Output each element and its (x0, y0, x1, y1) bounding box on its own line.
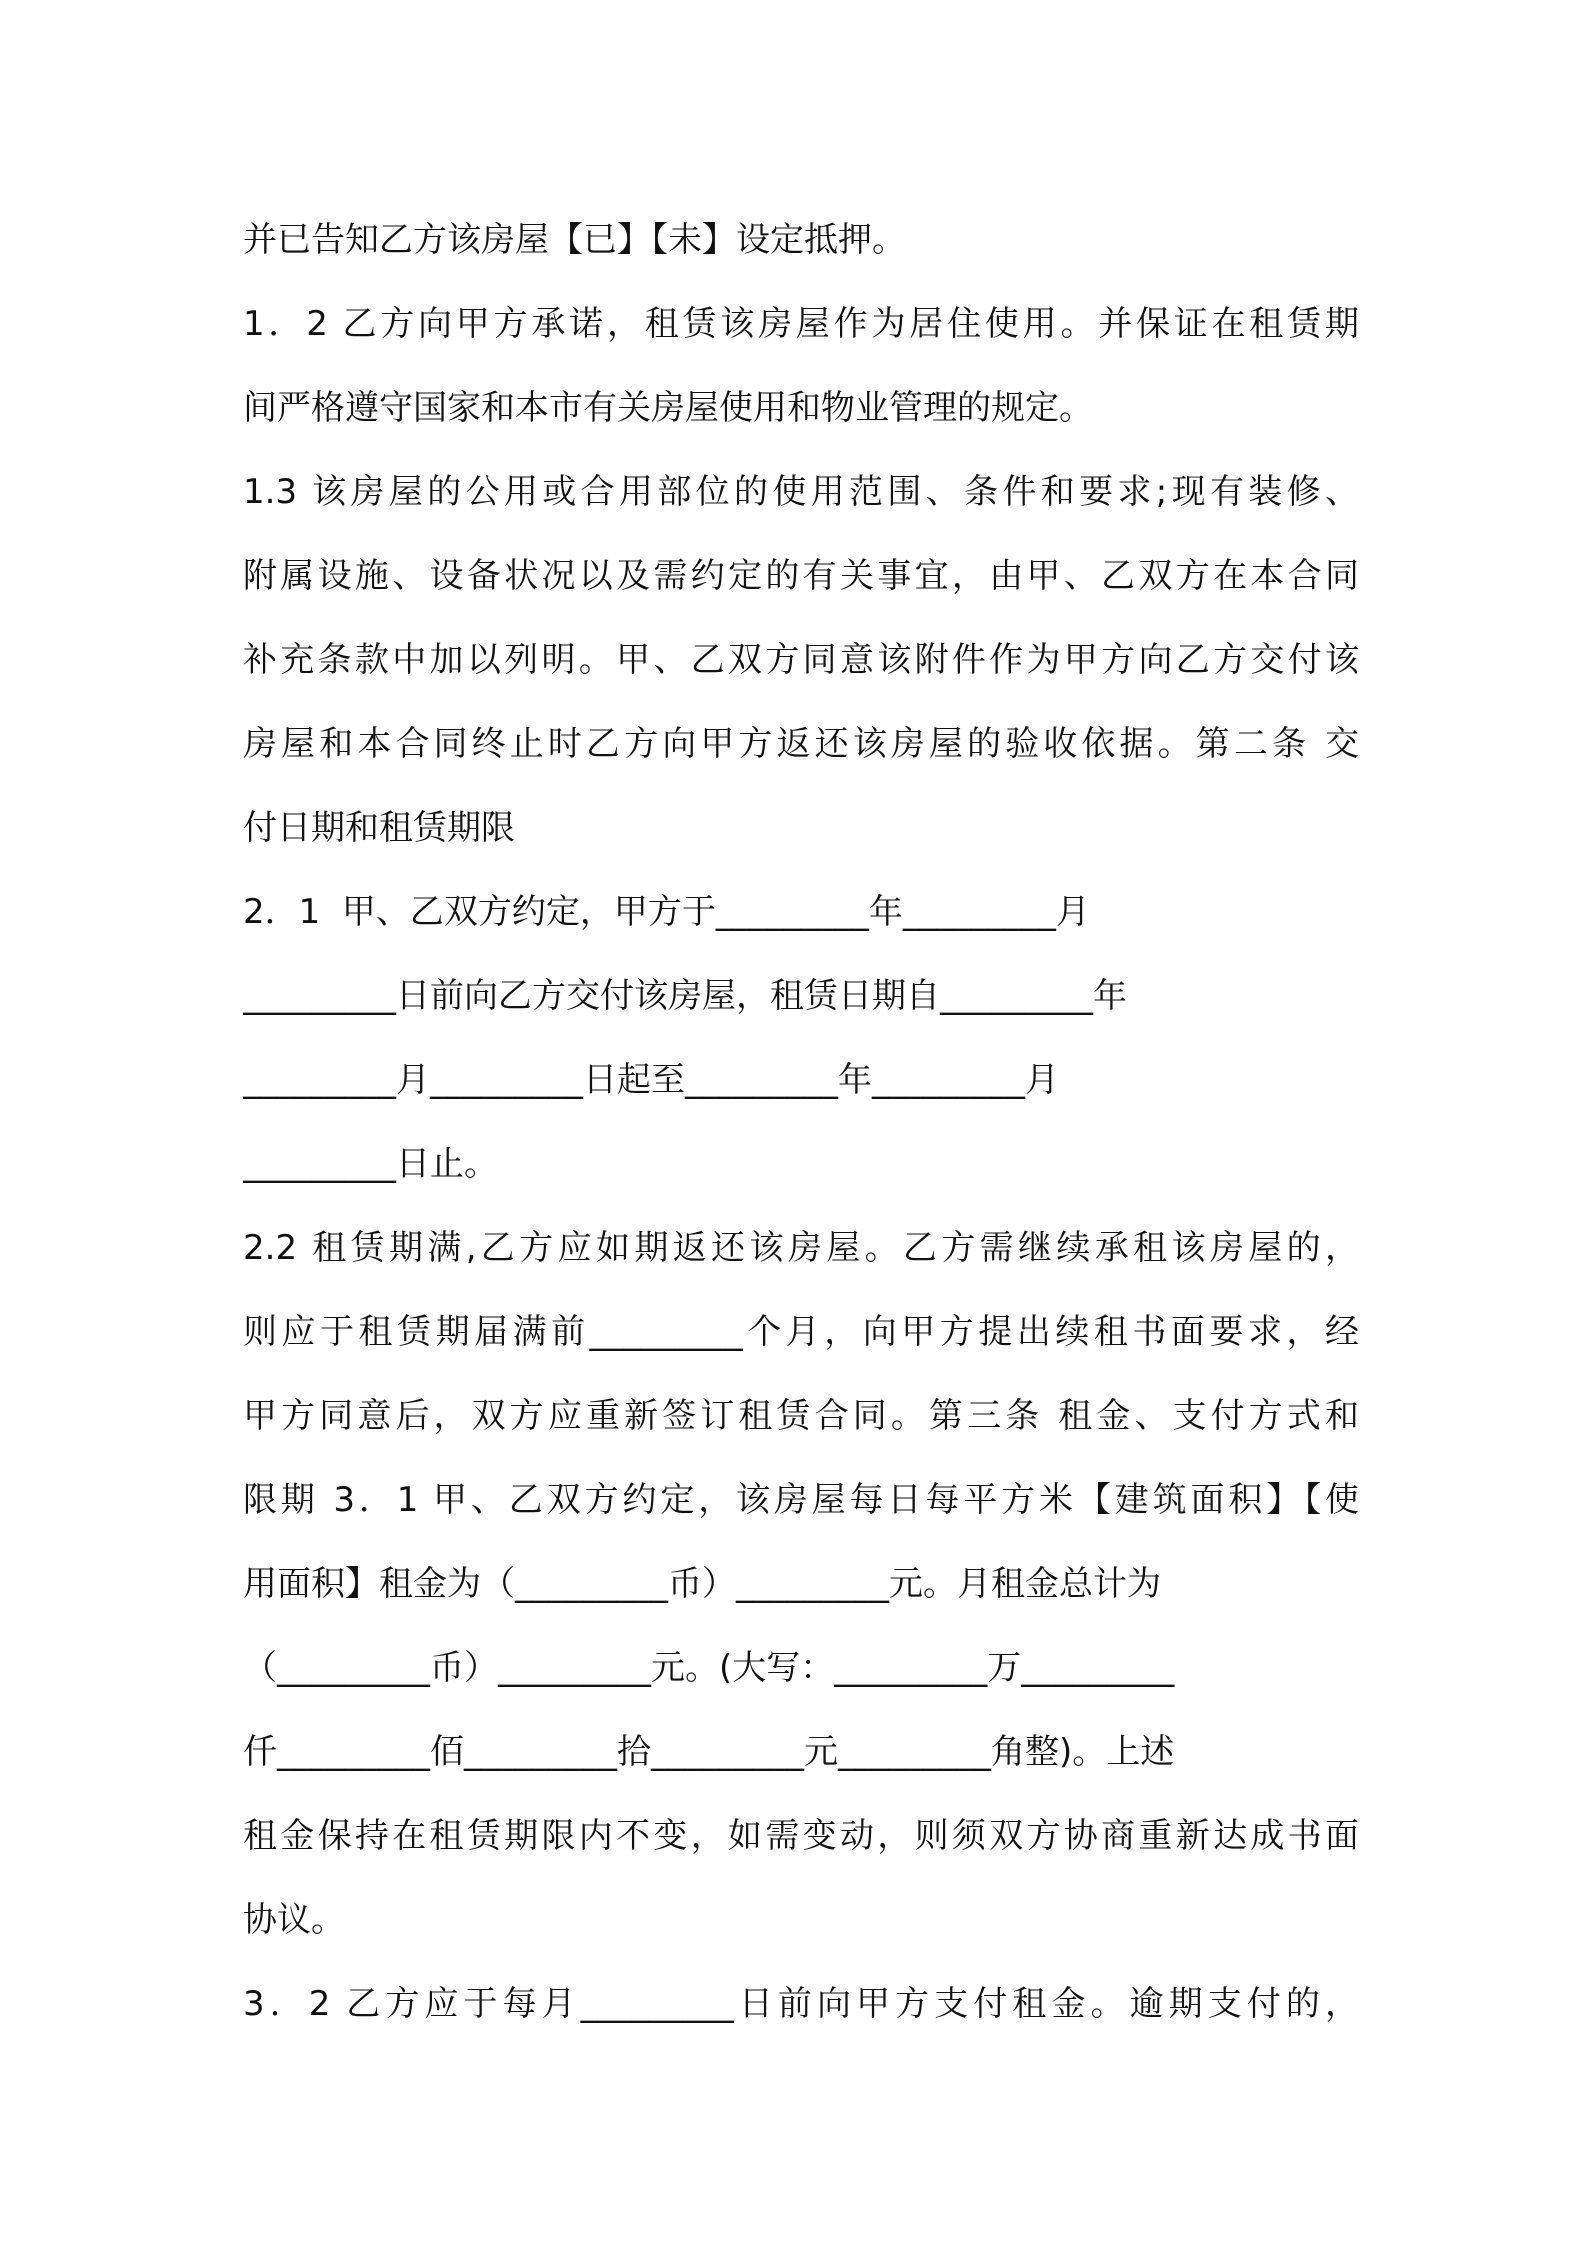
text-line: （_________币）_________元。(大写：_________万_________ (243, 1648, 1175, 1688)
text-line: 房屋和本合同终止时乙方向甲方返还该房屋的验收依据。第二条 交 (243, 724, 1359, 764)
text-line: 间严格遵守国家和本市有关房屋使用和物业管理的规定。 (243, 388, 1093, 428)
text-line: 2．1 甲、乙双方约定，甲方于_________年_________月 (243, 892, 1090, 932)
text-line: 用面积】租金为（_________币）_________元。月租金总计为 (243, 1564, 1161, 1604)
text-line: 租金保持在租赁期限内不变，如需变动，则须双方协商重新达成书面 (243, 1816, 1359, 1856)
text-line: 仟_________佰_________拾_________元_________角整)。上述 (243, 1732, 1175, 1772)
text-line: 协议。 (243, 1900, 345, 1940)
text-line: 补充条款中加以列明。甲、乙双方同意该附件作为甲方向乙方交付该 (243, 640, 1359, 680)
text-line: 附属设施、设备状况以及需约定的有关事宜，由甲、乙双方在本合同 (243, 556, 1359, 596)
text-line: 1.3 该房屋的公用或合用部位的使用范围、条件和要求;现有装修、 (243, 472, 1359, 512)
text-line: 限期 3．1 甲、乙双方约定，该房屋每日每平方米【建筑面积】【使 (243, 1480, 1359, 1520)
text-line: 付日期和租赁期限 (243, 808, 515, 848)
text-line: _________月_________日起至_________年_________月 (243, 1060, 1059, 1100)
text-line: _________日前向乙方交付该房屋，租赁日期自_________年 (243, 976, 1127, 1016)
text-line: 3．2 乙方应于每月_________日前向甲方支付租金。逾期支付的， (243, 1984, 1359, 2024)
text-line: 1．2 乙方向甲方承诺，租赁该房屋作为居住使用。并保证在租赁期 (243, 304, 1359, 344)
contract-text-block (243, 198, 1359, 2046)
text-line: 并已告知乙方该房屋【已】【未】设定抵押。 (243, 220, 906, 260)
text-line: 甲方同意后，双方应重新签订租赁合同。第三条 租金、支付方式和 (243, 1396, 1359, 1436)
text-line: 2.2 租赁期满,乙方应如期返还该房屋。乙方需继续承租该房屋的， (243, 1228, 1359, 1268)
text-line: _________日止。 (243, 1144, 498, 1184)
text-line: 则应于租赁期届满前_________个月，向甲方提出续租书面要求，经 (243, 1312, 1359, 1352)
